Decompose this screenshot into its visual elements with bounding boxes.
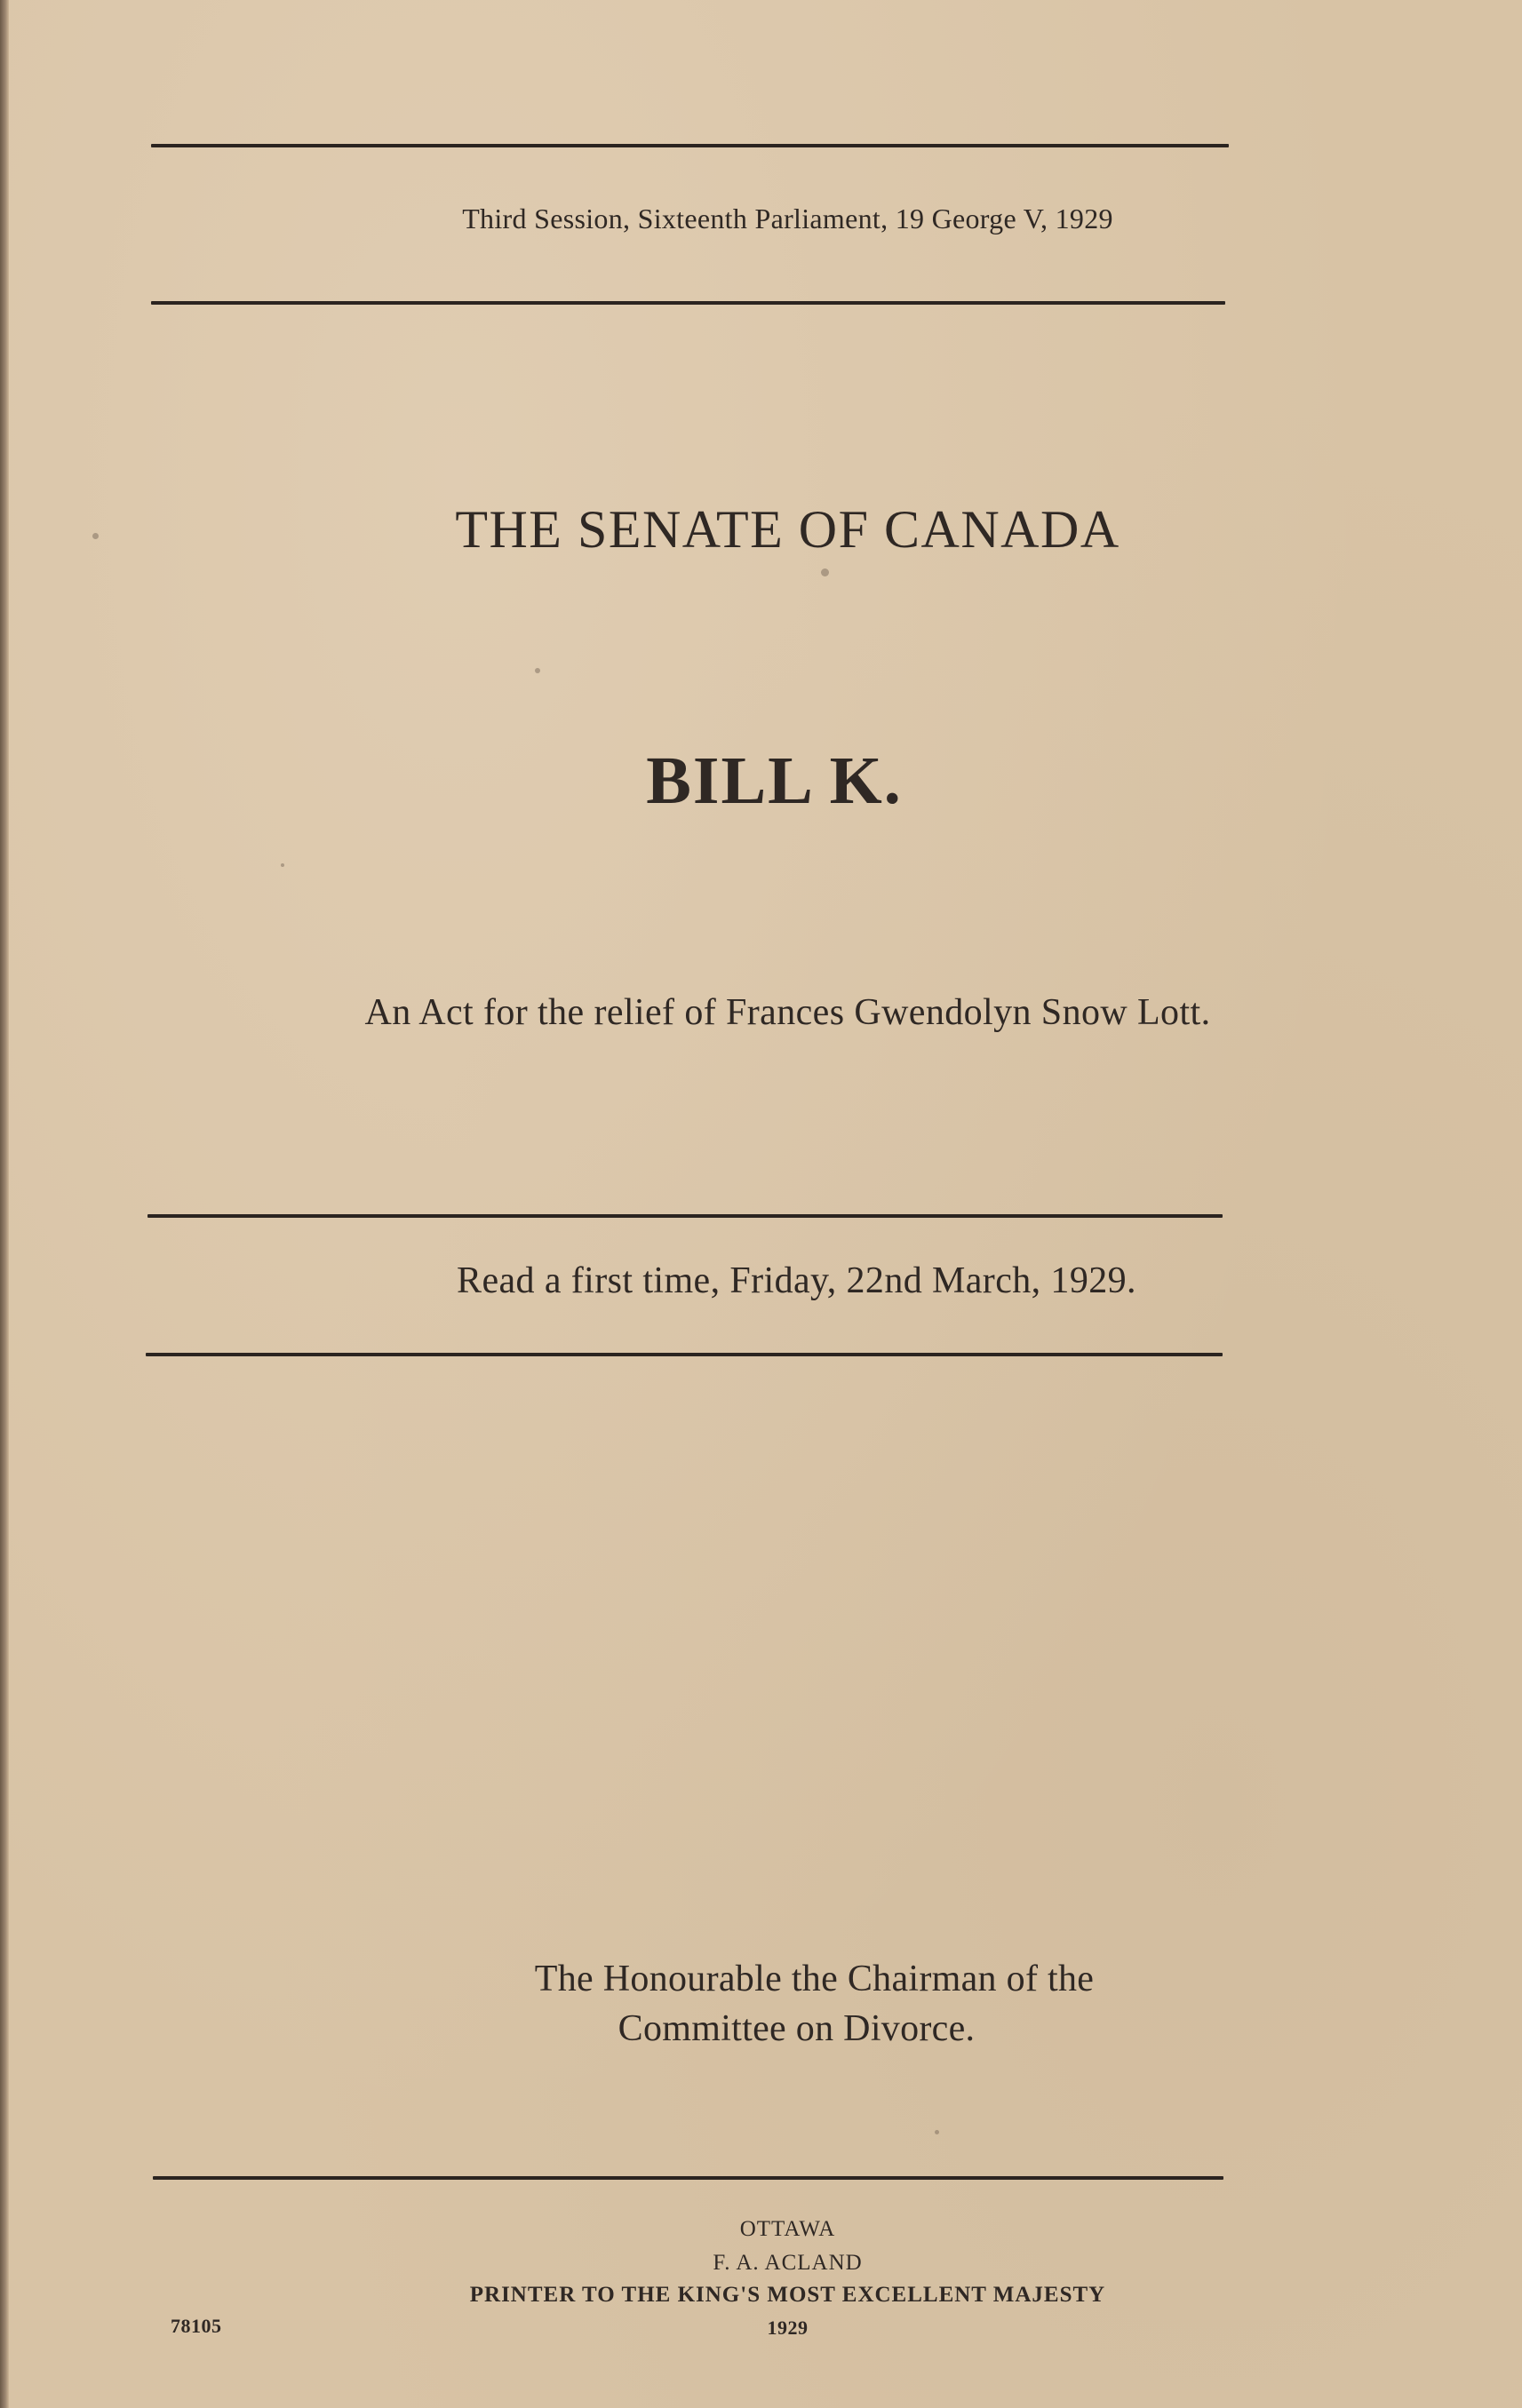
- imprint-year: 1929: [767, 2317, 809, 2339]
- act-description: An Act for the relief of Frances Gwendolyn Snow Lott.: [364, 992, 1211, 1033]
- bill-title: BILL K.: [646, 743, 903, 818]
- imprint-city: OTTAWA: [739, 2217, 836, 2241]
- reading-bottom-rule: [146, 1353, 1223, 1356]
- paper-speck: [821, 568, 829, 576]
- imprint-printer-title: PRINTER TO THE KING'S MOST EXCELLENT MAJESTY: [469, 2283, 1106, 2307]
- imprint-rule: [153, 2176, 1223, 2180]
- imprint-printer: F. A. ACLAND: [713, 2251, 863, 2275]
- paper-speck: [92, 533, 99, 539]
- session-rule: [151, 301, 1225, 305]
- reading-line: Read a first time, Friday, 22nd March, 1929.: [457, 1260, 1136, 1301]
- paper-speck: [281, 863, 284, 867]
- sponsor-line-2: Committee on Divorce.: [618, 2008, 976, 2049]
- top-rule: [151, 144, 1229, 147]
- session-line: Third Session, Sixteenth Parliament, 19 George V, 1929: [462, 203, 1113, 234]
- sponsor-line-1: The Honourable the Chairman of the: [534, 1959, 1095, 1999]
- paper-speck: [935, 2130, 939, 2134]
- print-code: 78105: [171, 2315, 222, 2337]
- reading-top-rule: [147, 1214, 1223, 1218]
- paper-speck: [535, 668, 540, 673]
- senate-heading: THE SENATE OF CANADA: [455, 500, 1120, 559]
